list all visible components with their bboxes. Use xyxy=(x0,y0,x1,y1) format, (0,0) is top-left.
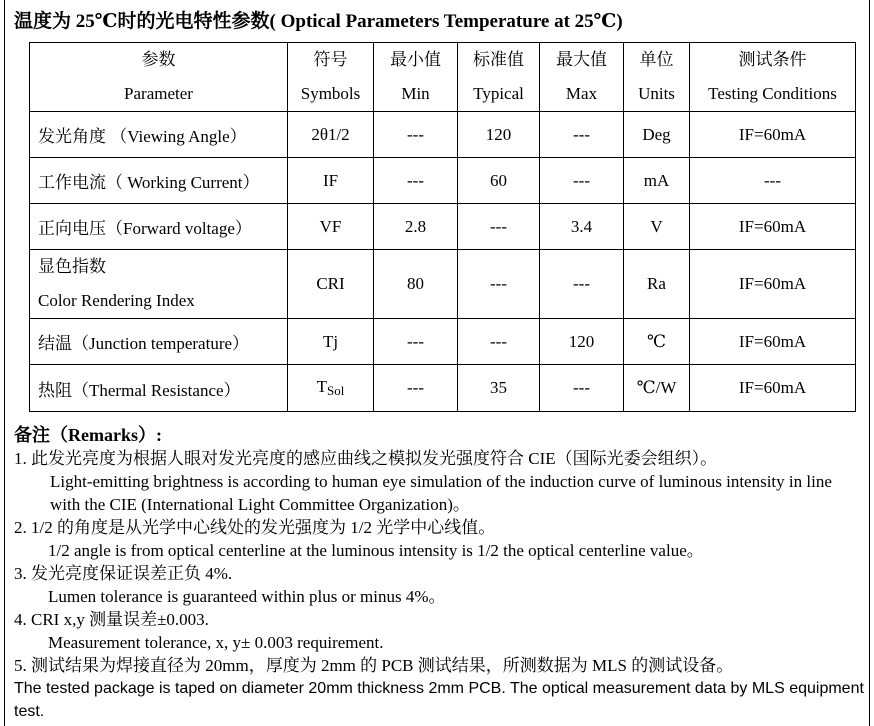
header-symbols: 符号 Symbols xyxy=(288,43,374,112)
remark-3-en: Lumen tolerance is guaranteed within plus or minus 4%。 xyxy=(48,587,446,606)
row-typical: 35 xyxy=(458,365,540,412)
row-min: --- xyxy=(374,319,458,365)
header-parameter: 参数 Parameter xyxy=(30,43,288,112)
row-parameter: 正向电压（Forward voltage） xyxy=(30,204,288,250)
row-max: --- xyxy=(540,365,624,412)
row-max: --- xyxy=(540,112,624,158)
table-row xyxy=(30,158,856,204)
remark-1-cn: 1. 此发光亮度为根据人眼对发光亮度的感应曲线之模拟发光强度符合 CIE（国际光委会组织）。 xyxy=(14,449,718,468)
header-testing-conditions: 测试条件 Testing Conditions xyxy=(690,43,856,112)
row-min: --- xyxy=(374,158,458,204)
remark-2-cn: 2. 1/2 的角度是从光学中心线处的发光强度为 1/2 光学中心线值。 xyxy=(14,518,496,537)
table-row xyxy=(30,112,856,158)
row-parameter: 发光角度 （Viewing Angle） xyxy=(30,112,288,158)
row-unit: ℃/W xyxy=(624,365,690,412)
row-max: --- xyxy=(540,250,624,319)
remark-4-en: Measurement tolerance, x, y± 0.003 requirement. xyxy=(48,633,384,652)
row-typical: --- xyxy=(458,204,540,250)
row-min: 2.8 xyxy=(374,204,458,250)
row-symbol: IF xyxy=(288,158,374,204)
row-max: --- xyxy=(540,158,624,204)
remark-5-en: The tested package is taped on diameter 20mm thickness 2mm PCB. The optical measurement data by MLS equipment test. xyxy=(14,680,864,720)
row-condition: IF=60mA xyxy=(690,250,856,319)
remark-4-cn: 4. CRI x,y 测量误差±0.003. xyxy=(14,610,209,629)
row-condition: IF=60mA xyxy=(690,112,856,158)
row-parameter: 热阻（Thermal Resistance） xyxy=(30,365,288,412)
section-title: 温度为 25℃时的光电特性参数( Optical Parameters Temperature at 25℃) xyxy=(14,11,623,32)
header-typical: 标准值 Typical xyxy=(458,43,540,112)
row-unit: V xyxy=(624,204,690,250)
table-row xyxy=(30,319,856,365)
table-row xyxy=(30,250,856,319)
row-parameter xyxy=(30,250,288,319)
header-max: 最大值 Max xyxy=(540,43,624,112)
row-typical: --- xyxy=(458,319,540,365)
row-max: 3.4 xyxy=(540,204,624,250)
row-symbol: VF xyxy=(288,204,374,250)
remarks-section xyxy=(14,424,864,723)
row-min: --- xyxy=(374,365,458,412)
row-parameter: 结温（Junction temperature） xyxy=(30,319,288,365)
remark-5-cn: 5. 测试结果为焊接直径为 20mm，厚度为 2mm 的 PCB 测试结果，所测数据为 MLS 的测试设备。 xyxy=(14,656,734,675)
remark-2-en: 1/2 angle is from optical centerline at the luminous intensity is 1/2 the optical centerline value。 xyxy=(48,541,704,560)
row-min: --- xyxy=(374,112,458,158)
row-min: 80 xyxy=(374,250,458,319)
row-unit: Deg xyxy=(624,112,690,158)
row-parameter-en: Color Rendering Index xyxy=(38,291,195,310)
header-units: 单位 Units xyxy=(624,43,690,112)
row-unit: ℃ xyxy=(624,319,690,365)
row-symbol: Tj xyxy=(288,319,374,365)
header-min: 最小值 Min xyxy=(374,43,458,112)
remark-1-en: Light-emitting brightness is according to human eye simulation of the induction curve of luminous intensity in line with the CIE (International Light Committee Organization)。 xyxy=(50,472,832,514)
row-unit: mA xyxy=(624,158,690,204)
remark-3-cn: 3. 发光亮度保证误差正负 4%. xyxy=(14,564,233,583)
table-header-row xyxy=(30,43,856,112)
table-row xyxy=(30,204,856,250)
row-typical: 60 xyxy=(458,158,540,204)
row-parameter: 工作电流（ Working Current） xyxy=(30,158,288,204)
row-typical: 120 xyxy=(458,112,540,158)
row-max: 120 xyxy=(540,319,624,365)
row-condition: IF=60mA xyxy=(690,204,856,250)
row-condition: IF=60mA xyxy=(690,365,856,412)
row-symbol: $T_{Sol}$ xyxy=(288,365,374,412)
row-parameter-cn: 显色指数 xyxy=(38,257,106,276)
row-typical: --- xyxy=(458,250,540,319)
row-symbol: CRI xyxy=(288,250,374,319)
parameters-table xyxy=(29,42,856,412)
row-symbol: 2θ1/2 xyxy=(288,112,374,158)
row-condition: IF=60mA xyxy=(690,319,856,365)
remarks-title: 备注（Remarks）: xyxy=(14,425,162,445)
table-row xyxy=(30,365,856,412)
row-condition: --- xyxy=(690,158,856,204)
row-unit: Ra xyxy=(624,250,690,319)
